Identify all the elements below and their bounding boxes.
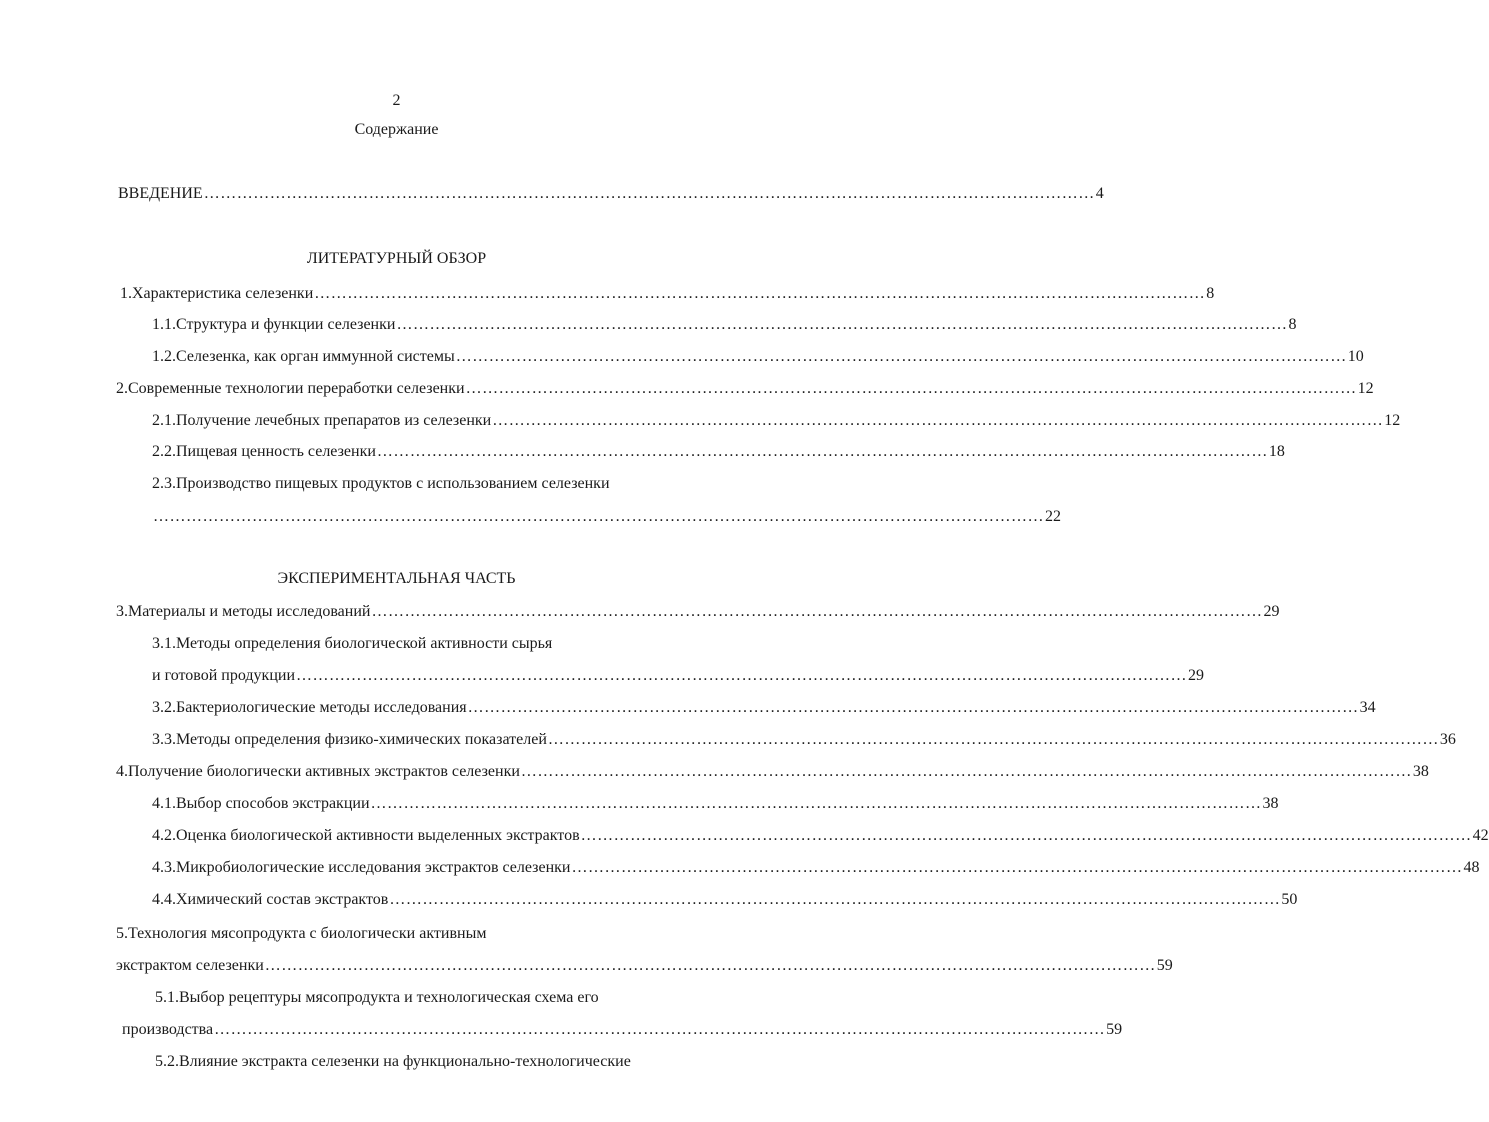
toc-entry-page: 34 xyxy=(1359,699,1376,716)
toc-entry-page: 18 xyxy=(1268,443,1285,460)
toc-entry-page: 36 xyxy=(1439,731,1456,748)
page-number: 2 xyxy=(392,92,401,109)
leader-dots: ……………………………………………………………………………………………………………………………………………… xyxy=(314,285,1206,302)
leader-dots: ……………………………………………………………………………………………………………………………………………… xyxy=(547,731,1439,748)
toc-entry-label: 4.4.Химический состав экстрактов xyxy=(152,891,389,908)
toc-entry-label: 5.Технология мясопродукта с биологически активным xyxy=(116,925,487,942)
toc-entry-label: 3.Материалы и методы исследований xyxy=(116,603,371,620)
section-heading-literature: ЛИТЕРАТУРНЫЙ ОБЗОР xyxy=(306,250,487,267)
toc-entry-label: 2.3.Производство пищевых продуктов с использованием селезенки xyxy=(152,475,610,492)
leader-dots: ……………………………………………………………………………………………………………………………………………… xyxy=(465,380,1357,397)
toc-entry xyxy=(152,795,1279,813)
toc-entry-label: 2.Современные технологии переработки селезенки xyxy=(116,380,465,397)
toc-entry-page: 48 xyxy=(1463,859,1480,876)
toc-entry xyxy=(116,763,1429,781)
toc-entry-page: 4 xyxy=(1095,185,1104,202)
leader-dots: ……………………………………………………………………………………………………………………………………………… xyxy=(580,827,1472,844)
leader-dots: ……………………………………………………………………………………………………………………………………………… xyxy=(370,795,1262,812)
toc-entry-label: и готовой продукции xyxy=(152,667,296,684)
leader-dots: ……………………………………………………………………………………………………………………………………………… xyxy=(153,508,1044,525)
toc-entry-label: 2.2.Пищевая ценность селезенки xyxy=(152,443,376,460)
toc-entry xyxy=(122,1021,1123,1039)
leader-dots: ……………………………………………………………………………………………………………………………………………… xyxy=(214,1021,1106,1038)
leader-dots: ……………………………………………………………………………………………………………………………………………… xyxy=(455,348,1347,365)
toc-entry-page: 8 xyxy=(1288,316,1297,333)
toc-entry-label: 1.2.Селезенка, как орган иммунной системы xyxy=(152,348,455,365)
toc-entry-label: 4.1.Выбор способов экстракции xyxy=(152,795,370,812)
toc-entry xyxy=(116,603,1280,621)
page-title: Содержание xyxy=(354,121,439,138)
toc-entry-page: 59 xyxy=(1156,957,1173,974)
toc-entry-page: 12 xyxy=(1384,412,1401,429)
toc-entry-page: 29 xyxy=(1188,667,1205,684)
toc-entry xyxy=(152,731,1456,749)
leader-dots: ……………………………………………………………………………………………………………………………………………… xyxy=(492,412,1384,429)
toc-entry-page: 42 xyxy=(1472,827,1489,844)
leader-dots: ……………………………………………………………………………………………………………………………………………… xyxy=(296,667,1188,684)
leader-dots: ……………………………………………………………………………………………………………………………………………… xyxy=(264,957,1156,974)
toc-entry xyxy=(120,285,1215,303)
toc-entry-label: 5.2.Влияние экстракта селезенки на функционально-технологические xyxy=(155,1053,631,1070)
toc-entry-label: 4.3.Микробиологические исследования экстрактов селезенки xyxy=(152,859,571,876)
leader-dots: ……………………………………………………………………………………………………………………………………………… xyxy=(376,443,1268,460)
toc-entry-label: 1.1.Структура и функции селезенки xyxy=(152,316,396,333)
toc-entry-label: 4.Получение биологически активных экстрактов селезенки xyxy=(116,763,520,780)
toc-entry-intro xyxy=(118,185,1104,203)
toc-entry-page: 29 xyxy=(1263,603,1280,620)
toc-entry xyxy=(152,667,1205,685)
toc-entry xyxy=(152,827,1489,845)
leader-dots: ……………………………………………………………………………………………………………………………………………… xyxy=(389,891,1281,908)
toc-entry xyxy=(152,348,1364,366)
toc-entry xyxy=(116,957,1173,975)
toc-entry-page: 22 xyxy=(1045,508,1061,525)
toc-entry-label: 2.1.Получение лечебных препаратов из селезенки xyxy=(152,412,492,429)
toc-entry xyxy=(152,699,1376,717)
leader-dots: ……………………………………………………………………………………………………………………………………………… xyxy=(467,699,1359,716)
toc-entry xyxy=(152,443,1285,461)
toc-entry-page: 8 xyxy=(1206,285,1215,302)
toc-entry-label: 4.2.Оценка биологической активности выделенных экстрактов xyxy=(152,827,580,844)
leader-dots: ……………………………………………………………………………………………………………………………………………… xyxy=(203,185,1095,202)
toc-entry xyxy=(116,380,1374,398)
toc-entry-label: ВВЕДЕНИЕ xyxy=(118,185,203,202)
toc-entry-page: 12 xyxy=(1357,380,1374,397)
toc-entry xyxy=(152,412,1401,430)
toc-entry xyxy=(152,316,1297,334)
toc-entry-label: 1.Характеристика селезенки xyxy=(120,285,314,302)
toc-entry-label: 3.2.Бактериологические методы исследования xyxy=(152,699,467,716)
toc-entry-label: производства xyxy=(122,1021,214,1038)
toc-entry-page: 38 xyxy=(1262,795,1279,812)
toc-entry-page: 50 xyxy=(1281,891,1298,908)
section-heading-experimental: ЭКСПЕРИМЕНТАЛЬНАЯ ЧАСТЬ xyxy=(277,570,516,587)
toc-entry-page: 10 xyxy=(1347,348,1364,365)
toc-entry xyxy=(152,859,1480,877)
toc-entry-label: 3.1.Методы определения биологической активности сырья xyxy=(152,635,553,652)
leader-dots: ……………………………………………………………………………………………………………………………………………… xyxy=(571,859,1463,876)
leader-dots: ……………………………………………………………………………………………………………………………………………… xyxy=(520,763,1412,780)
toc-entry-label: 5.1.Выбор рецептуры мясопродукта и технологическая схема его xyxy=(155,989,599,1006)
toc-entry xyxy=(152,508,1061,526)
toc-entry-page: 59 xyxy=(1106,1021,1123,1038)
toc-entry-label: экстрактом селезенки xyxy=(116,957,264,974)
toc-entry-label: 3.3.Методы определения физико-химических показателей xyxy=(152,731,547,748)
leader-dots: ……………………………………………………………………………………………………………………………………………… xyxy=(371,603,1263,620)
toc-entry-page: 38 xyxy=(1412,763,1429,780)
leader-dots: ……………………………………………………………………………………………………………………………………………… xyxy=(396,316,1288,333)
toc-entry xyxy=(152,891,1298,909)
